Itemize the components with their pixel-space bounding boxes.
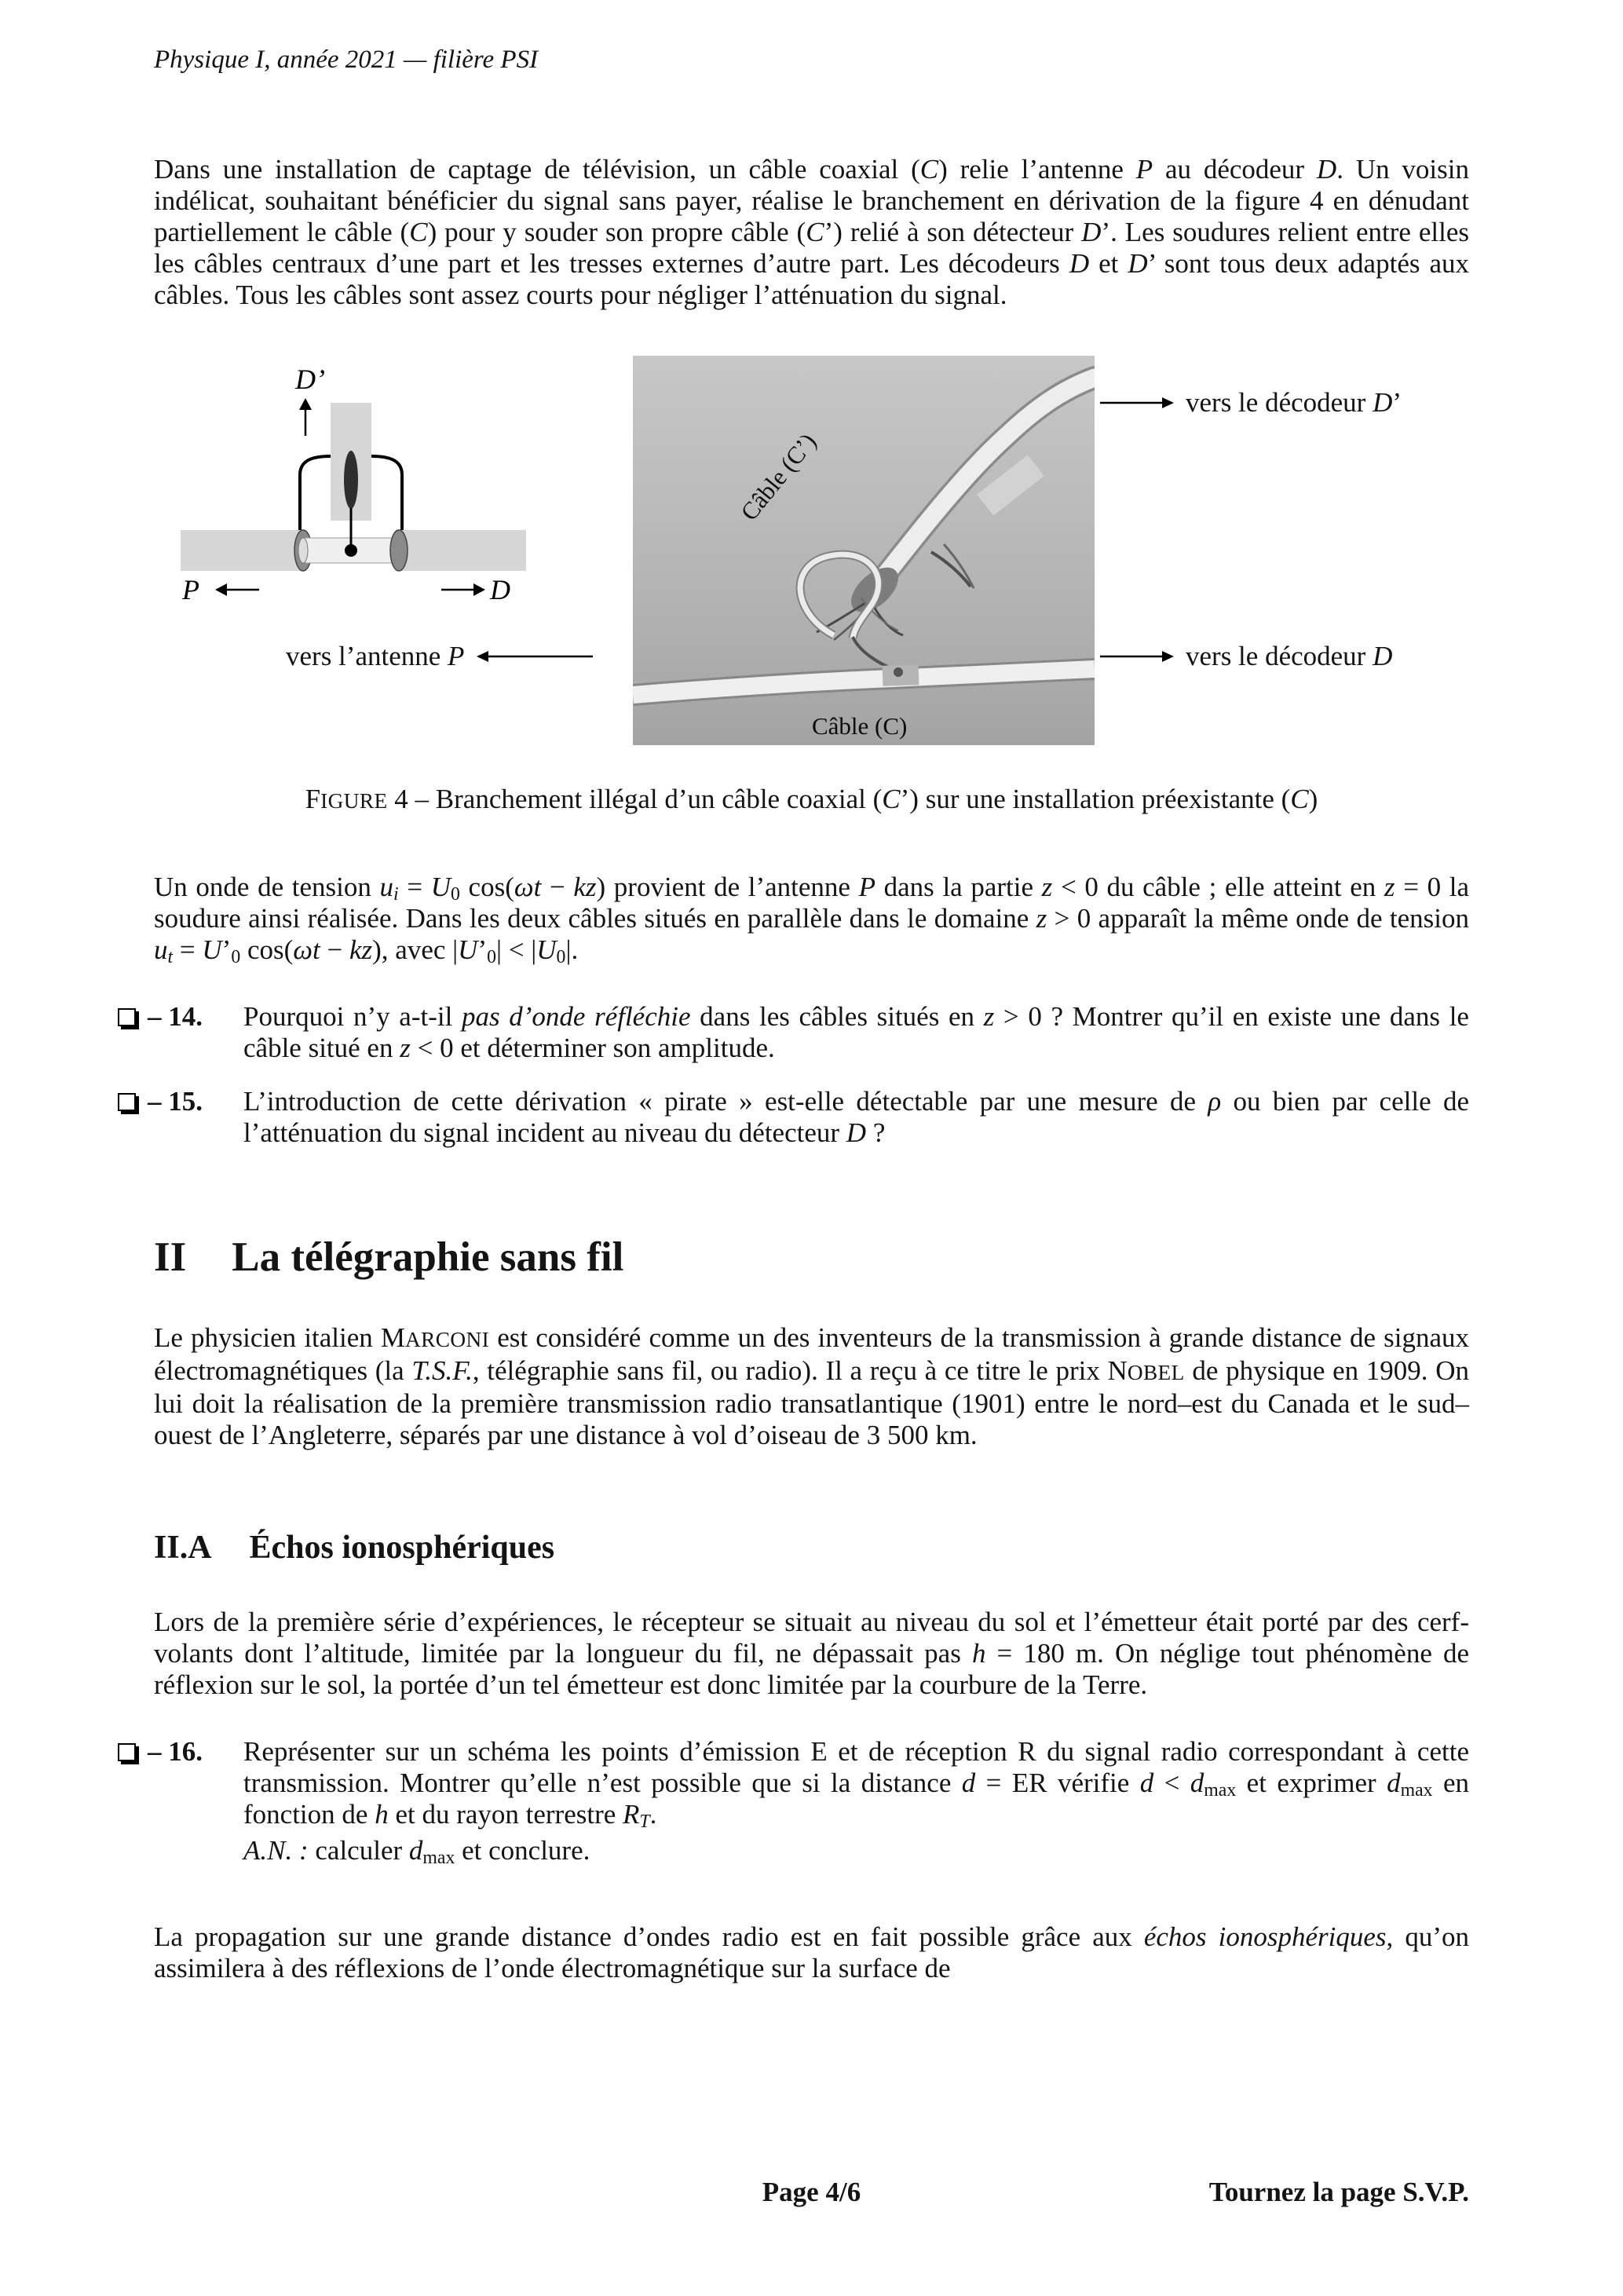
ionosphere-paragraph: Lors de la première série d’expériences, le récepteur se situait au niveau du sol et l’émetteur était porté par des cerf-volants dont l’altitude, limitée par la longueur du fil, ne dépassait pas h = 180 m. On néglige tout phénomène de réflexion sur le sol, la portée d’un tel émetteur est donc limitée par la courbure de la Terre.: [154, 1607, 1469, 1700]
annotation-decoder-d: [1100, 641, 1392, 672]
annotation-text: vers l’antenne P: [286, 641, 465, 671]
closing-paragraph: La propagation sur une grande distance d’ondes radio est en fait possible grâce aux échos ionosphériques, qu’on assimilera à des réflexions de l’onde électromagnétique sur la surface de: [154, 1921, 1470, 1983]
question-marker: [118, 1001, 243, 1064]
photo-label-cable-c-prime: Câble (C’): [735, 428, 822, 526]
braid-wire-left: [300, 456, 331, 530]
figure-4: [154, 352, 1469, 760]
section-iia-heading: [154, 1530, 1469, 1566]
braid-wire-right: [371, 456, 402, 530]
arrow-up-head-icon: [299, 398, 312, 410]
junction-dot: [345, 544, 357, 557]
question-16-main: Représenter sur un schéma les points d’émission E et de réception R du signal radio correspondant à cette transmission. Montrer qu’elle n’est possible que si la distance d = ER vérifie $d < d_{max}$ et exprimer $d_{max}$ en fonction de h et du rayon terrestre $R_T$.: [243, 1736, 1469, 1833]
turn-page-note: Tournez la page S.V.P.: [1208, 2177, 1469, 2207]
annotation-antenna-p: [286, 641, 593, 672]
arrow-right-head-icon: [473, 583, 485, 596]
solder-dot: [894, 667, 903, 677]
page-number: Page 4/6: [762, 2177, 861, 2207]
question-marker: [118, 1736, 243, 1866]
wave-paragraph: Un onde de tension $u_i = U_0$ cos(ωt − kz) provient de l’antenne P dans la partie z < 0 du câble ; elle atteint en z = 0 la soudure ainsi réalisée. Dans les deux câbles situés en parallèle dans le domaine z > 0 apparaît la même onde de tension $u_t$ = $U’_0$ cos(ωt − kz), avec $|U’_0| < |U_0|$.: [154, 872, 1469, 968]
checkbox-icon: [118, 1008, 136, 1026]
arrow-left-head-icon: [215, 583, 227, 596]
subsection-number: II.A: [154, 1530, 212, 1566]
question-16: [118, 1736, 1469, 1869]
marconi-paragraph: Le physicien italien MARCONI est considéré comme un des inventeurs de la transmission à grande distance de signaux électromagnétiques (la T.S.F., télégraphie sans fil, ou radio). Il a reçu à ce titre le prix NOBEL de physique en 1909. On lui doit la réalisation de la première transmission radio transatlantique (1901) entre le nord–est du Canada et le sud–ouest de l’Angleterre, séparés par une distance à vol d’oiseau de 3 500 km.: [154, 1322, 1469, 1450]
question-marker: [118, 1086, 243, 1149]
section-title: La télégraphie sans fil: [232, 1234, 624, 1280]
diagram-label-d-prime: D’: [295, 364, 325, 395]
question-number: – 14.: [148, 1001, 203, 1032]
running-header: Physique I, année 2021 — filière PSI: [154, 46, 539, 74]
diagram-label-p: P: [182, 574, 199, 605]
section-ii-heading: [154, 1235, 1469, 1279]
arrow-right-icon: [1100, 393, 1175, 412]
question-14: [118, 1001, 1469, 1064]
diagram-label-d: D: [490, 574, 510, 605]
coax-junction-diagram: [177, 364, 531, 615]
annotation-decoder-d-prime: [1100, 387, 1402, 419]
question-number: – 15.: [148, 1086, 203, 1117]
section-number: II: [154, 1234, 187, 1280]
cable-left-segment: [181, 530, 303, 571]
figure-caption: FIGURE 4 – Branchement illégal d’un câble coaxial (C’) sur une installation préexistante (C): [305, 784, 1318, 814]
intro-paragraph: Dans une installation de captage de télévision, un câble coaxial (C) relie l’antenne P au décodeur D. Un voisin indélicat, souhaitant bénéficier du signal sans payer, réalise le branchement en dérivation de la figure 4 en dénudant partiellement le câble (C) pour y souder son propre câble (C’) relié à son détecteur D’. Les soudures relient entre elles les câbles centraux d’une part et les tresses externes d’autre part. Les décodeurs D et D’ sont tous deux adaptés aux câbles. Tous les câbles sont assez courts pour négliger l’atténuation du signal.: [154, 154, 1470, 310]
stripped-left-end: [298, 538, 308, 563]
question-text: [243, 1736, 1469, 1869]
question-text: L’introduction de cette dérivation « pirate » est-elle détectable par une mesure de ρ ou bien par celle de l’atténuation du signal incident au niveau du détecteur D ?: [243, 1086, 1469, 1148]
annotation-text: vers le décodeur D’: [1186, 387, 1402, 418]
question-16-an: A.N. : calculer $d_{max}$ et conclure.: [243, 1835, 590, 1869]
question-text: Pourquoi n’y a-t-il pas d’onde réfléchie dans les câbles situés en z > 0 ? Montrer qu’il en existe une dans le câble situé en z < 0 et déterminer son amplitude.: [243, 1001, 1469, 1063]
page-content: [148, 154, 1470, 1984]
cable-right-end: [390, 530, 408, 571]
subsection-title: Échos ionosphériques: [249, 1530, 555, 1566]
annotation-text: vers le décodeur D: [1186, 641, 1393, 671]
arrow-left-icon: [475, 647, 593, 666]
checkbox-icon: [118, 1743, 136, 1761]
arrow-right-icon: [1100, 647, 1175, 666]
cable-right-segment: [399, 530, 526, 571]
photo-label-cable-c: Câble (C): [812, 712, 908, 740]
question-number: – 16.: [148, 1736, 203, 1767]
checkbox-icon: [118, 1093, 136, 1111]
question-15: [118, 1086, 1469, 1149]
cable-photo: [633, 356, 1095, 745]
solder-lens: [344, 451, 358, 509]
